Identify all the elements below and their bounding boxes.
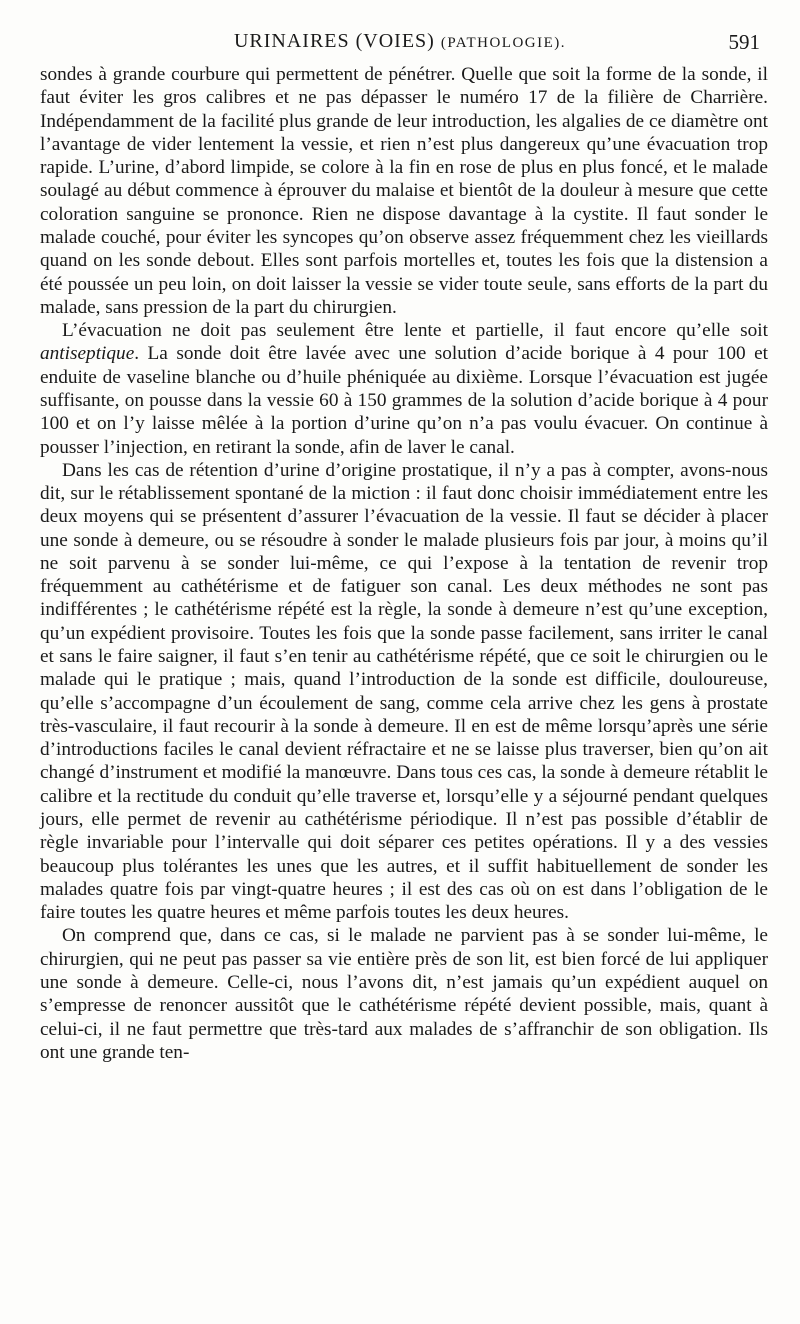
paragraph-4: On comprend que, dans ce cas, si le malade ne parvient pas à se sonder lui-même, le chirurgien, qui ne peut pas passer sa vie entière près de son lit, est bien forcé de lui appliquer une sonde à demeure. Celle-ci, nous l’avons dit, n’est jamais qu’un expédient auquel on s’empresse de renoncer aussitôt que le cathétérisme répété devient possible, mais, quant à celui-ci, il ne faut permettre que très-tard aux malades de s’affranchir de son obligation. Ils ont une grande ten- — [40, 925, 768, 1063]
running-title-main: URINAIRES (VOIES) — [233, 30, 435, 52]
paragraph-2-emphasis: antiseptique — [40, 343, 135, 365]
body-text — [40, 63, 768, 1064]
paragraph-2-after: . La sonde doit être lavée avec une solution d’acide borique à 4 pour 100 et enduite de vaseline blanche ou d’huile phéniquée au dixième. Lorsque l’évacuation est jugée suffisante, on pousse dans la vessie 60 à 150 grammes de la solution d’acide borique à 4 pour 100 et on l’y laisse mêlée à la portion d’urine qu’on n’a pas voulu évacuer. On continue à pousser l’injection, en retirant la sonde, afin de laver le canal. — [40, 343, 768, 458]
running-title — [40, 30, 760, 53]
paragraph-2-before: L’évacuation ne doit pas seulement être lente et partielle, il faut encore qu’elle soit — [62, 320, 768, 342]
page-number: 591 — [728, 30, 760, 54]
running-title-sub: (PATHOLOGIE). — [440, 35, 567, 51]
paragraph-3: Dans les cas de rétention d’urine d’origine prostatique, il n’y a pas à compter, avons-nous dit, sur le rétablissement spontané de la miction : il faut donc choisir immédiatement entre les deux moyens qui se présentent d’assurer l’évacuation de la vessie. Il faut se décider à placer une sonde à demeure, ou se résoudre à sonder le malade plusieurs fois par jour, à moins qu’il ne soit parvenu à se sonder lui-même, ce qui l’expose à la tentation de revenir trop fréquemment au cathétérisme et de fatiguer son canal. Les deux méthodes ne sont pas indifférentes ; le cathétérisme répété est la règle, la sonde à demeure n’est qu’une exception, qu’un expédient provisoire. Toutes les fois que la sonde passe facilement, sans irriter le canal et sans le faire saigner, il faut s’en tenir au cathétérisme répété, que ce soit le chirurgien ou le malade qui le pratique ; mais, quand l’introduction de la sonde est difficile, douloureuse, qu’elle s’accompagne d’un écoulement de sang, comme cela arrive chez les gens à prostate très-vasculaire, il faut recourir à la sonde à demeure. Il en est de même lorsqu’après une série d’introductions faciles le canal devient réfractaire et ne se laisse plus traverser, bien qu’on ait changé d’instrument et modifié la manœuvre. Dans tous ces cas, la sonde à demeure rétablit le calibre et la rectitude du conduit qu’elle traverse et, lorsqu’elle y a séjourné pendant quelques jours, elle permet de revenir au cathétérisme périodique. Il n’est pas possible d’établir de règle invariable pour l’intervalle qui doit séparer ces petites opérations. Il y a des vessies beaucoup plus tolérantes les unes que les autres, et il suffit habituellement de sonder les malades quatre fois par vingt-quatre heures ; il est des cas où on est dans l’obligation de le faire toutes les quatre heures et même parfois toutes les deux heures. — [40, 459, 768, 924]
paragraph-2 — [40, 319, 768, 459]
paragraph-1: sondes à grande courbure qui permettent de pénétrer. Quelle que soit la forme de la sonde, il faut éviter les gros calibres et ne pas dépasser le numéro 17 de la filière de Charrière. Indépendamment de la facilité plus grande de leur introduction, les algalies de ce diamètre ont l’avantage de vider lentement la vessie, et rien n’est plus dangereux qu’une évacuation trop rapide. L’urine, d’abord limpide, se colore à la fin en rose de plus en plus foncé, et le malade soulagé au début commence à éprouver du malaise et bientôt de la douleur à mesure que cette coloration sanguine se prononce. Rien ne dispose davantage à la cystite. Il faut sonder le malade couché, pour éviter les syncopes qu’on observe assez fréquemment chez les vieillards quand on les sonde debout. Elles sont parfois mortelles et, toutes les fois que la distension a été poussée un peu loin, on doit laisser la vessie se vider toute seule, sans efforts de la part du malade, sans pression de la part du chirurgien. — [40, 64, 768, 318]
page-header — [40, 30, 760, 60]
